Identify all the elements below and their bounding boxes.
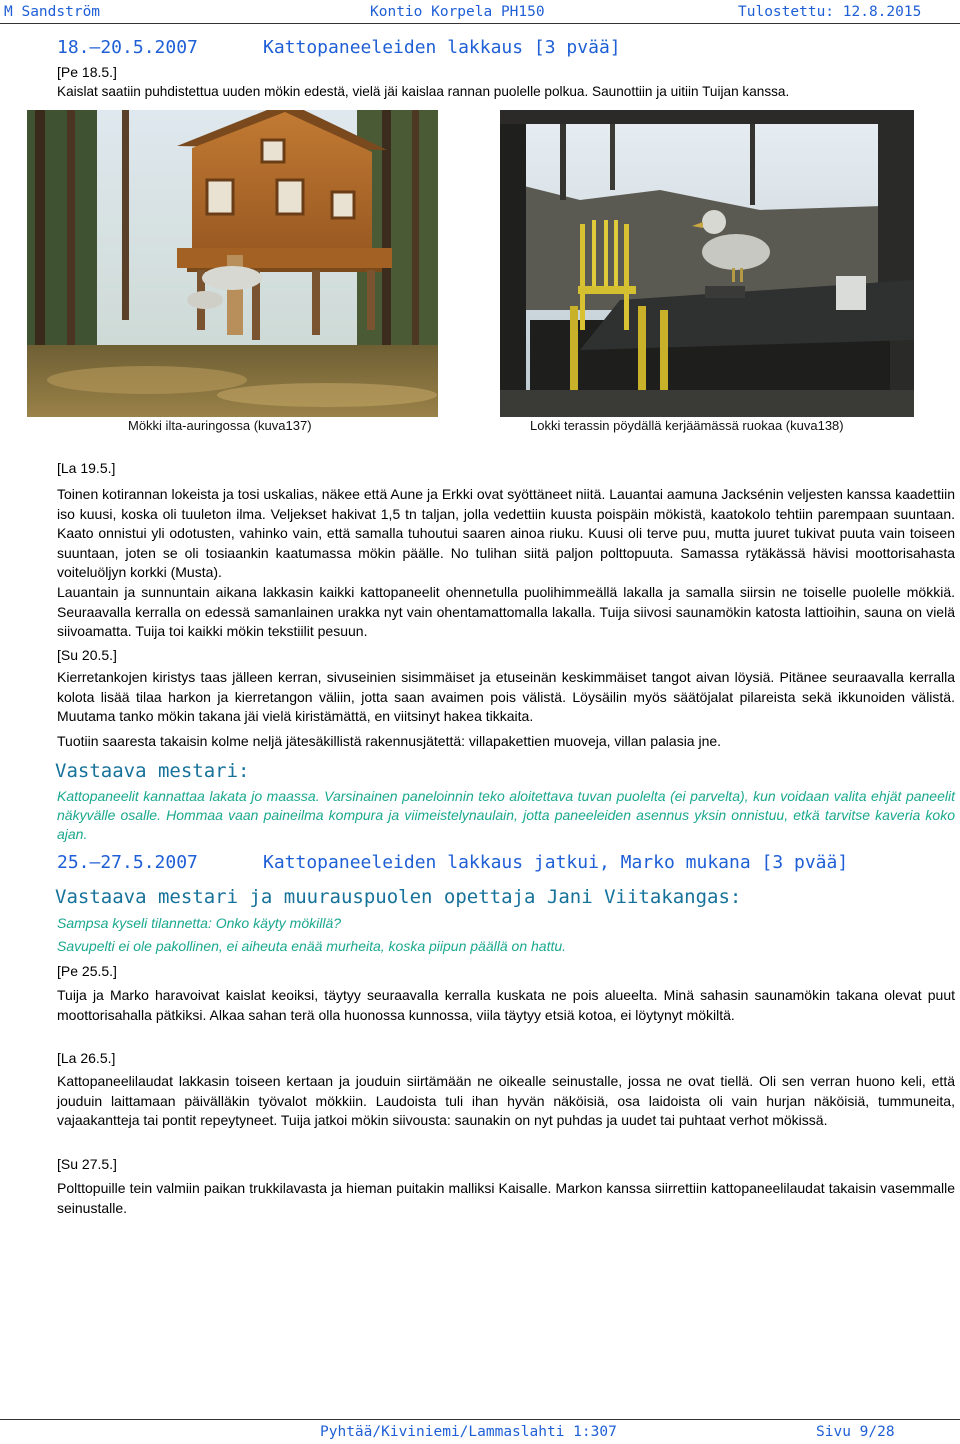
master-question: Sampsa kyseli tilannetta: Onko käyty mökillä? [57, 915, 342, 931]
section-2-dates: 25.–27.5.2007 [57, 852, 198, 873]
day-label-la-26-5: [La 26.5.] [57, 1050, 116, 1066]
header-divider [0, 23, 960, 24]
section-1-dates: 18.–20.5.2007 [57, 37, 198, 58]
photo-seagull-terrace [500, 110, 914, 417]
section-1-title: Kattopaneeleiden lakkaus [3 pvää] [263, 37, 621, 58]
day-text-la-26-5: Kattopaneelilaudat lakkasin toiseen kertaan ja jouduin siirtämään ne oikealle seinustalle, jossa ne ovat tiellä. Oli sen verran huono keli, että jouduin laittamaan päivälläkin työvalot mökkiin. Laudoista tuli ihan hyvän näköisiä, osa laidoista oli vain hurjan näköisiä, tummuneita, vajaakantteja tai pontit repeytyneet. Tuija jatkoi mökin siivousta: saunakin on nyt puhdas ja uudet tai puhtaat verhot mökissä. [57, 1073, 955, 1128]
day-text-su-20-5-paragraph-1: Kierretankojen kiristys taas jälleen kerran, sivuseinien sisimmäiset ja etuseinän keskimmäiset tangot aivan löysiä. Pitänee seuraavalla kerralla kolota lisää tilaa harkon ja kierretangon väliin, jotta saan avaimen pois välistä. Löysäilin myös säätöjalat pilareista sekä ikkunoiden välistä. Muutama tanko mökin takana jäi vielä kiristämättä, en viitsinyt hakea tikkaita. [57, 669, 955, 724]
footer-location: Pyhtää/Kiviniemi/Lammaslahti 1:307 [320, 1424, 617, 1440]
photo-2-caption: Lokki terassin pöydällä kerjäämässä ruokaa (kuva138) [530, 418, 844, 433]
day-text-su-20-5-paragraph-2: Tuotiin saaresta takaisin kolme neljä jätesäkillistä rakennusjätettä: villapakettien muoveja, villan palasia jne. [57, 733, 722, 749]
seagull-photo-image [500, 110, 914, 417]
day-label-su-20-5: [Su 20.5.] [57, 647, 117, 663]
master-answer: Savupelti ei ole pakollinen, ei aiheuta enää murheita, koska piipun päällä on hattu. [57, 938, 567, 954]
master-advice-text: Kattopaneelit kannattaa lakata jo maassa. Varsinainen paneloinnin teko aloitettava tuvan puolelta (ei parvelta), kun voidaan valita ehjät paneelit näkyvälle osalle. Hommaa vaan paineilma kompura ja viimeistelynaulain, jotta paneeleiden asennus yksin onnistuu, etkä tarvitse kaveria koko ajan. [57, 788, 955, 842]
photo-cabin-evening-sun [27, 110, 438, 417]
day-label-pe-25-5: [Pe 25.5.] [57, 963, 117, 979]
day-text-la-19-5-paragraph-2: Lauantain ja sunnuntain aikana lakkasin kaikki kattopaneelit ohennetulla puolihimmeällä lakalla ja samalla siirsin ne toiselle puolelle mökkiä. Seuraavalla kerralla on edessä samanlainen urakka nyt vain ohentamattomalla lakalla. Tuija siivosi saunamökin katosta lattioihin, sauna on vielä siivoamatta. Tuija toi kaikki mökin tekstiilit pesuun. [57, 584, 955, 639]
header-project: Kontio Korpela PH150 [370, 4, 545, 20]
section-2-title: Kattopaneeleiden lakkaus jatkui, Marko mukana [3 pvää] [263, 852, 849, 873]
day-label-su-27-5: [Su 27.5.] [57, 1156, 117, 1172]
master-heading-1: Vastaava mestari: [55, 760, 250, 782]
footer-page-number: Sivu 9/28 [816, 1424, 895, 1440]
photo-1-caption: Mökki ilta-auringossa (kuva137) [128, 418, 312, 433]
day-text-pe-25-5: Tuija ja Marko haravoivat kaislat keoiksi, täytyy seuraavalla kerralla kuskata ne pois alueelta. Minä sahasin saunamökin takana olevat puut moottorisahalla pätkiksi. Alkaa sahan terä olla huonossa kunnossa, viila täytyy etsiä kotoa, ei löytynyt mökiltä. [57, 987, 955, 1023]
cabin-photo-image [27, 110, 438, 417]
header-author: M Sandström [4, 4, 101, 20]
day-text-su-27-5: Polttopuille tein valmiin paikan trukkilavasta ja hieman puitakin malliksi Kaisalle. Markon kanssa siirrettiin kattopaneelilaudat takaisin vasemmalle seinustalle. [57, 1180, 955, 1216]
footer-divider [0, 1419, 960, 1420]
day-label-la-19-5: [La 19.5.] [57, 460, 116, 476]
day-text-pe-18-5: Kaislat saatiin puhdistettua uuden mökin edestä, vielä jäi kaislaa rannan puolelle polkua. Saunottiin ja uitiin Tuijan kanssa. [57, 84, 790, 99]
header-printed-date: Tulostettu: 12.8.2015 [738, 4, 922, 20]
day-label-pe-18-5: [Pe 18.5.] [57, 64, 117, 80]
day-text-la-19-5-paragraph-1: Toinen kotirannan lokeista ja tosi uskalias, näkee että Aune ja Erkki ovat syöttäneet niitä. Lauantai aamuna Jacksénin veljesten kanssa kaadettiin iso kuusi, koska oli tuuleton ilma. Veljekset hakivat 1,5 tn taljan, jolla vedettiin kuusta poispäin mökistä, kaatokolo tehtiin parempaan suuntaan. Kaato onnistui yli odotusten, vahinko vain, että samalla tuhoutui saaren ainoa riuku. Kuusi oli terve puu, mutta juuret tukivat puuta vain toiseen suuntaan, joten se oli tosiaankin kaatumassa mökin päälle. No tulihan siitä paljon polttopuuta. Samassa rytäkässä hävisi moottorisahasta voiteluöljyn korkki (Musta). [57, 486, 955, 580]
master-heading-2: Vastaava mestari ja muurauspuolen opettaja Jani Viitakangas: [55, 886, 742, 908]
